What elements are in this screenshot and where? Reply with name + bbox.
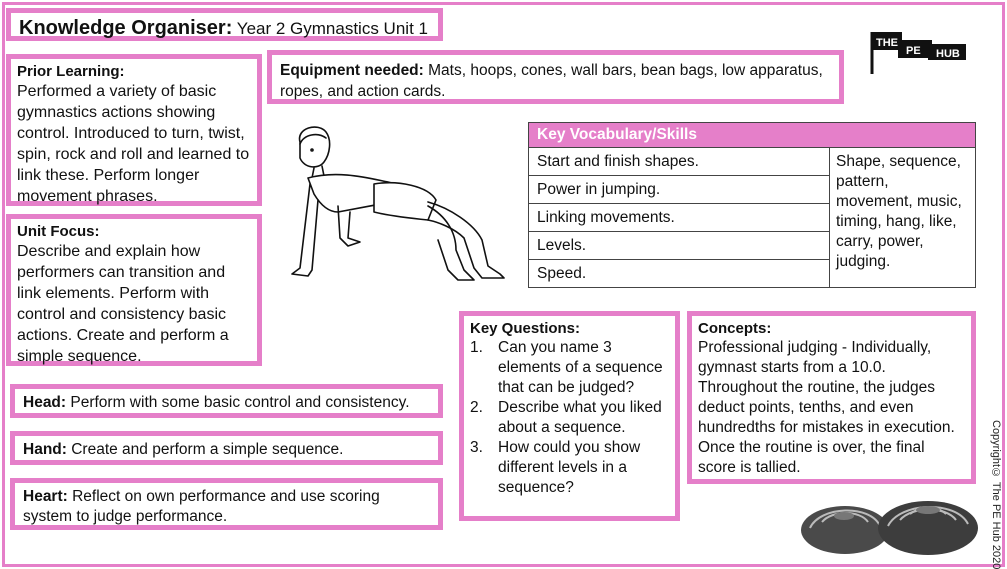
vocab-header: Key Vocabulary/Skills [529,123,976,148]
page-title [6,8,443,41]
focus-text: Describe and explain how performers can transition and link elements. Perform with control and consistency basic actions. Create and perform a simple sequence. [17,243,229,365]
question-text: Describe what you liked about a sequence. [498,399,662,436]
concepts-text: Professional judging - Individually, gymnast starts from a 10.0. Throughout the routine, the judges deduct points, tenths, and even hundredths for mistakes in execution. Once the routine is over, the final score is tallied. [698,339,955,476]
vocab-skill: Start and finish shapes. [529,148,830,176]
cones-illustration [800,492,980,557]
head-text: Perform with some basic control and consistency. [66,394,410,411]
question-number: 1. [470,339,483,356]
heart-box [10,478,443,530]
list-item [470,398,669,438]
list-item [470,438,669,498]
prior-learning-box [6,54,262,206]
pe-hub-logo [868,28,968,78]
key-questions-heading: Key Questions: [470,320,581,337]
logo-line1: THE [876,37,898,49]
vocabulary-table [528,122,976,288]
copyright-text: Copyright© The PE Hub 2020 [990,420,1002,569]
question-number: 2. [470,399,483,416]
title-text: Year 2 Gymnastics Unit 1 [232,19,428,38]
concepts-heading: Concepts: [698,320,772,337]
question-number: 3. [470,439,483,456]
hand-label: Hand: [23,441,67,458]
vocab-skill: Levels. [529,232,830,260]
concepts-box [687,311,976,484]
title-label: Knowledge Organiser: [19,17,233,39]
question-text: Can you name 3 elements of a sequence that can be judged? [498,339,663,396]
vocab-skill: Speed. [529,260,830,288]
list-item [470,338,669,398]
vocab-skill: Linking movements. [529,204,830,232]
question-text: How could you show different levels in a sequence? [498,439,641,496]
equipment-label: Equipment needed: [280,62,424,79]
heart-label: Heart: [23,488,68,505]
hand-text: Create and perform a simple sequence. [66,441,344,458]
equipment-box [267,50,844,104]
head-label: Head: [23,394,67,411]
hand-box [10,431,443,465]
key-questions-list [470,338,669,498]
gymnast-bridge-illustration [278,120,518,290]
equipment-text: Mats, hoops, cones, wall bars, bean bags, low apparatus, ropes, and action cards. [280,62,823,100]
logo-line2: PE [906,45,921,57]
prior-heading: Prior Learning: [17,63,125,80]
unit-focus-box [6,214,262,366]
prior-text: Performed a variety of basic gymnastics actions showing control. Introduced to turn, twist, spin, rock and roll and learned to link these. Perform longer movement phrases. [17,83,250,205]
vocab-keywords: Shape, sequence, pattern, movement, music, timing, hang, like, carry, power, judging. [830,148,976,288]
vocab-skill: Power in jumping. [529,176,830,204]
head-box [10,384,443,418]
logo-line3: HUB [936,48,960,60]
heart-text: Reflect on own performance and use scoring system to judge performance. [23,488,380,525]
focus-heading: Unit Focus: [17,223,100,240]
key-questions-box [459,311,680,521]
